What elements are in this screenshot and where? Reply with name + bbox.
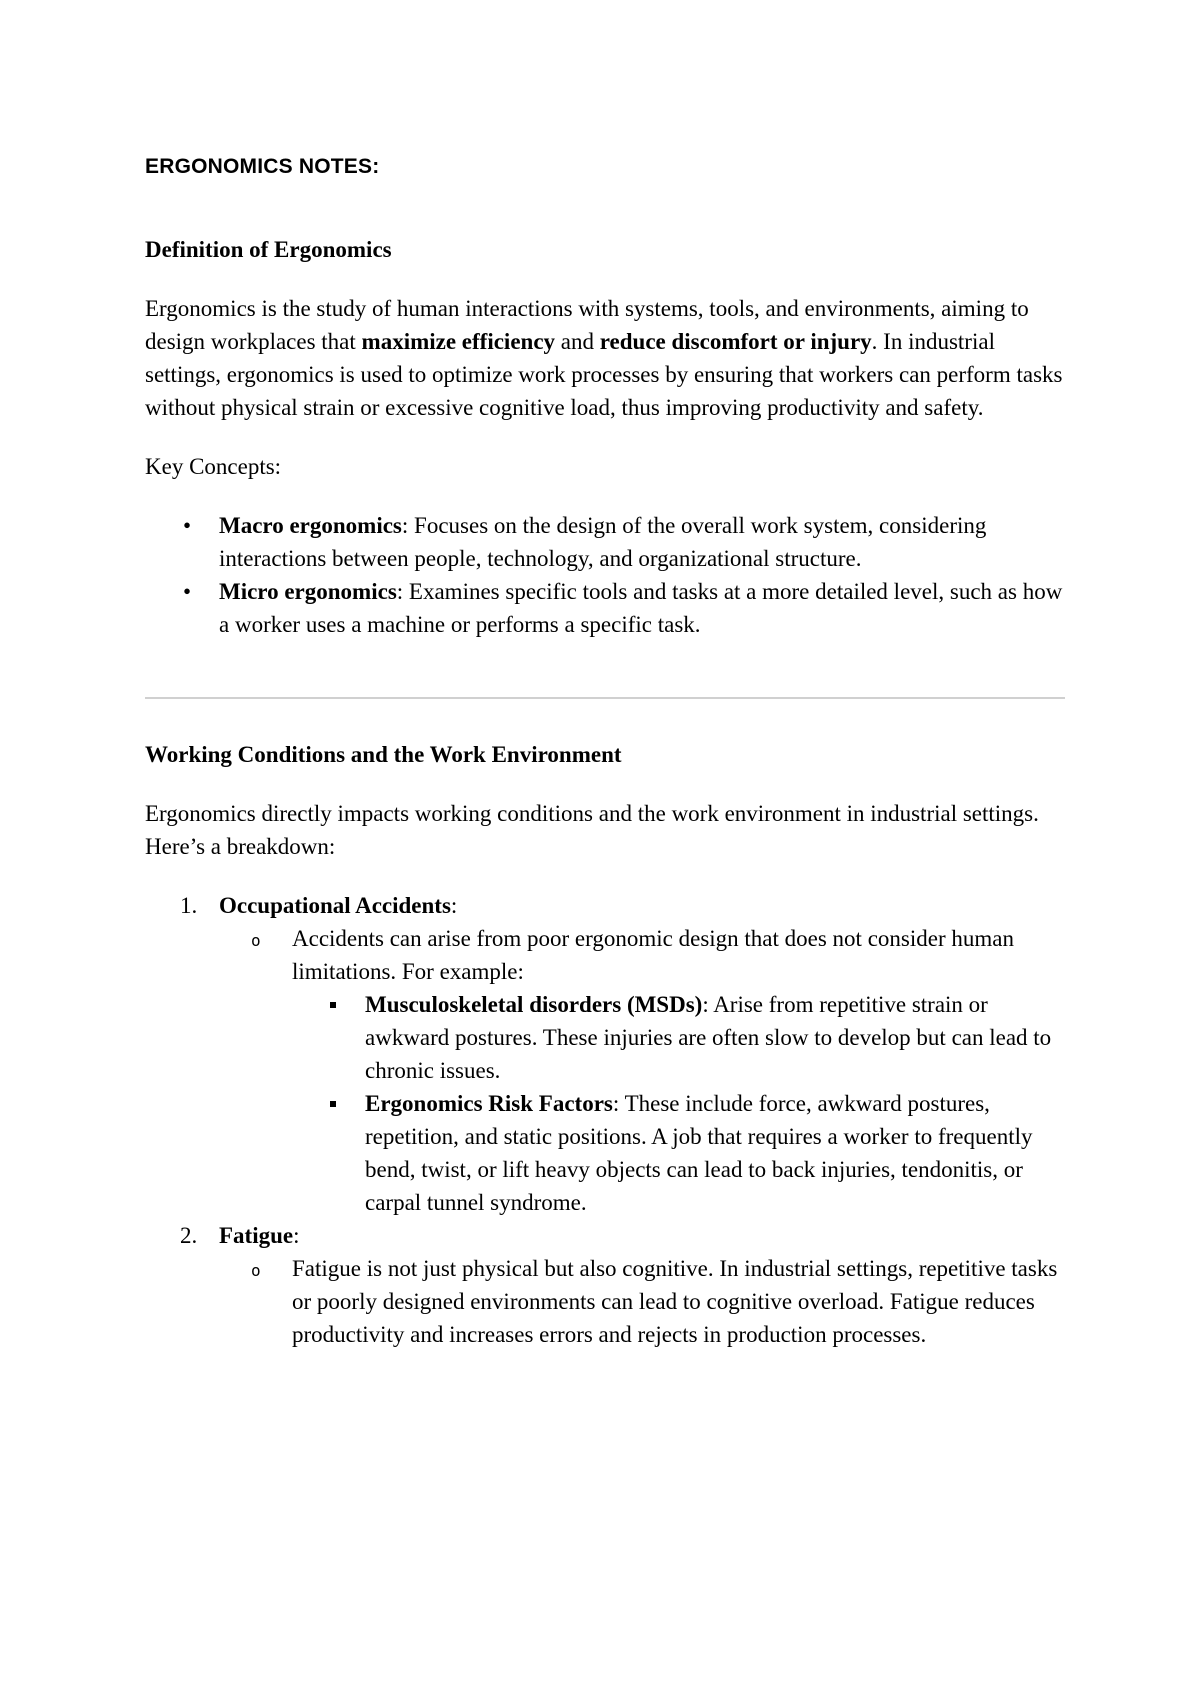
key-concepts-label: Key Concepts: bbox=[145, 454, 282, 479]
list-item-term: Macro ergonomics bbox=[219, 513, 402, 538]
numbered-list bbox=[145, 889, 1065, 1351]
list-item-colon: : bbox=[450, 893, 458, 918]
list-item-colon: : bbox=[293, 1223, 300, 1248]
nested-list bbox=[292, 988, 1065, 1219]
list-item bbox=[145, 889, 1065, 1219]
paragraph-text: . In industrial settings, ergonomics is used to optimize work processes by ensuring that workers can perform tasks without physical strain or excessive cognitive load, thus improving productivity and safety. bbox=[145, 329, 1063, 420]
sub-list-item bbox=[219, 922, 1065, 1219]
list-item-text: : Examines specific tools and tasks at a more detailed level, such as how a worker uses a machine or performs a specific task. bbox=[219, 579, 1063, 637]
nested-item-text: : Arise from repetitive strain or awkward postures. These injuries are often slow to develop but can lead to chronic issues. bbox=[365, 992, 1052, 1083]
list-item-title: Occupational Accidents bbox=[219, 893, 451, 918]
section-heading-definition: Definition of Ergonomics bbox=[145, 237, 392, 262]
sub-list-item bbox=[219, 1252, 1065, 1351]
list-number: 1. bbox=[180, 893, 198, 918]
list-item-term: Micro ergonomics bbox=[219, 579, 397, 604]
nested-item-term: Ergonomics Risk Factors bbox=[365, 1091, 613, 1116]
sub-list-text: Fatigue is not just physical but also cognitive. In industrial settings, repetitive tasks or poorly designed environments can lead to cognitive overload. Fatigue reduces productivity and increases errors and rejects in production processes. bbox=[292, 1256, 1058, 1347]
paragraph-text: and bbox=[555, 329, 600, 354]
list-item bbox=[145, 509, 1065, 575]
document-page bbox=[145, 140, 1065, 1351]
nested-list-item bbox=[292, 1087, 1065, 1219]
nested-list-item bbox=[292, 988, 1065, 1087]
nested-item-text: : These include force, awkward postures, repetition, and static positions. A job that requires a worker to frequently bend, twist, or lift heavy objects can lead to back injuries, tendonitis, or carpal tunnel syndrome. bbox=[365, 1091, 1033, 1215]
sub-list bbox=[219, 1252, 1065, 1351]
sub-list-text: Accidents can arise from poor ergonomic design that does not consider human limitations. For example: bbox=[292, 926, 1014, 984]
document-title: ERGONOMICS NOTES: bbox=[145, 155, 380, 178]
sub-list bbox=[219, 922, 1065, 1219]
horizontal-divider bbox=[145, 697, 1065, 699]
bold-text: maximize efficiency bbox=[361, 329, 556, 354]
list-item-text: : Focuses on the design of the overall work system, considering interactions between people, technology, and organizational structure. bbox=[219, 513, 987, 571]
nested-item-term: Musculoskeletal disorders (MSDs) bbox=[365, 992, 703, 1017]
list-number: 2. bbox=[180, 1223, 198, 1248]
working-conditions-paragraph: Ergonomics directly impacts working conditions and the work environment in industrial settings. Here’s a breakdown: bbox=[145, 801, 1039, 859]
key-concepts-list bbox=[145, 509, 1065, 641]
definition-paragraph bbox=[145, 292, 1065, 424]
paragraph-text: Ergonomics is the study of human interactions with systems, tools, and environments, aiming to design workplaces that bbox=[145, 296, 1029, 354]
list-item bbox=[145, 575, 1065, 641]
list-item bbox=[145, 1219, 1065, 1351]
section-heading-working-conditions: Working Conditions and the Work Environment bbox=[145, 742, 622, 767]
list-item-title: Fatigue bbox=[219, 1223, 294, 1248]
bold-text: reduce discomfort or injury bbox=[599, 329, 872, 354]
